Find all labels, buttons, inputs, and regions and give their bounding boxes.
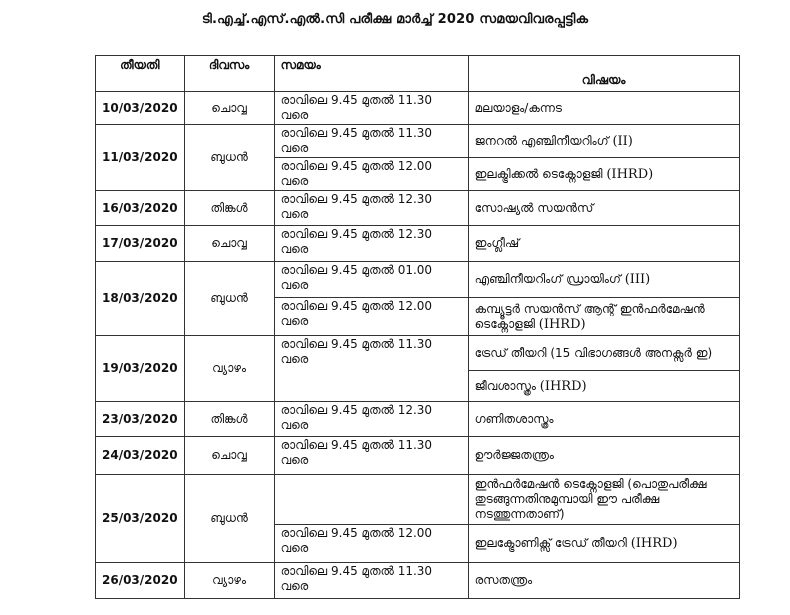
subject-cell — [468, 371, 739, 402]
time-cell: രാവിലെ 9.45 മുതൽ 12.00 വരെ — [274, 525, 468, 563]
subject-text: എഞ്ചിനീയറിംഗ് ഡ്രായിംഗ് — [474, 272, 621, 286]
subject-cell — [468, 402, 739, 437]
table-row — [96, 437, 740, 475]
day-cell: ചൊവ്വ — [184, 437, 274, 475]
time-cell: രാവിലെ 9.45 മുതൽ 11.30 വരെ — [274, 437, 468, 475]
subject-tag: (III) — [624, 272, 651, 287]
subject-cell — [468, 475, 739, 525]
subject-tag: (IHRD) — [630, 536, 678, 551]
table-row — [96, 475, 740, 525]
subject-text: മലയാളം/കന്നട — [474, 100, 562, 115]
date-cell: 24/03/2020 — [96, 437, 185, 475]
time-cell: രാവിലെ 9.45 മുതൽ 12.30 വരെ — [274, 226, 468, 262]
table-row — [96, 563, 740, 599]
subject-text: ജനറൽ എഞ്ചിനീയറിംഗ് — [474, 133, 609, 148]
subject-cell — [468, 125, 739, 158]
subject-cell — [468, 92, 739, 125]
time-cell: രാവിലെ 9.45 മുതൽ 11.30 വരെ — [274, 336, 468, 402]
time-cell: രാവിലെ 9.45 മുതൽ 12.00 വരെ — [274, 298, 468, 336]
subject-cell — [468, 191, 739, 226]
date-cell: 23/03/2020 — [96, 402, 185, 437]
subject-cell — [468, 158, 739, 191]
subject-text: സോഷ്യൽ സയൻസ് — [474, 200, 594, 215]
day-cell: ബുധൻ — [184, 262, 274, 336]
subject-text: ജീവശാസ്ത്രം — [474, 378, 536, 393]
subject-tag: (IHRD) — [606, 166, 654, 182]
date-cell: 10/03/2020 — [96, 92, 185, 125]
subject-tag: (II) — [612, 133, 633, 149]
subject-text: രസതന്ത്രം — [474, 573, 533, 587]
table-row — [96, 262, 740, 298]
table-row — [96, 191, 740, 226]
subject-cell — [468, 525, 739, 563]
time-cell: രാവിലെ 9.45 മുതൽ 12.00 വരെ — [274, 158, 468, 191]
day-cell: ചൊവ്വ — [184, 226, 274, 262]
date-cell: 26/03/2020 — [96, 563, 185, 599]
day-cell: വ്യാഴം — [184, 336, 274, 402]
table-row — [96, 402, 740, 437]
subject-tag: (IHRD) — [539, 378, 587, 394]
subject-text: ഇൻഫർമേഷൻ ടെക്നോളജി (പൊതുപരീക്ഷ തുടങ്ങുന്നതിനുമുമ്പായി ഈ പരീക്ഷ നടത്തുന്നതാണ്) — [474, 477, 707, 521]
subject-cell — [468, 437, 739, 475]
table-row — [96, 125, 740, 158]
time-cell: രാവിലെ 9.45 മുതൽ 12.30 വരെ — [274, 402, 468, 437]
day-cell: ചൊവ്വ — [184, 92, 274, 125]
header-subject: വിഷയം — [468, 56, 739, 92]
date-cell: 19/03/2020 — [96, 336, 185, 402]
time-cell: രാവിലെ 9.45 മുതൽ 11.30 വരെ — [274, 125, 468, 158]
date-cell: 25/03/2020 — [96, 475, 185, 563]
subject-tag: (IHRD) — [538, 316, 586, 332]
subject-cell — [468, 262, 739, 298]
header-row — [96, 56, 740, 92]
date-cell: 16/03/2020 — [96, 191, 185, 226]
date-cell: 17/03/2020 — [96, 226, 185, 262]
subject-cell — [468, 298, 739, 336]
subject-text: ഗണിതശാസ്ത്രം — [474, 411, 554, 426]
header-date: തീയതി — [96, 56, 185, 92]
time-cell: രാവിലെ 9.45 മുതൽ 01.00 വരെ — [274, 262, 468, 298]
day-cell: ബുധൻ — [184, 125, 274, 191]
day-cell: തിങ്കൾ — [184, 191, 274, 226]
exam-timetable — [95, 55, 740, 599]
table-row — [96, 336, 740, 371]
subject-cell — [468, 563, 739, 599]
date-cell: 18/03/2020 — [96, 262, 185, 336]
header-time: സമയം — [274, 56, 468, 92]
time-cell — [274, 475, 468, 525]
subject-cell — [468, 226, 739, 262]
time-cell: രാവിലെ 9.45 മുതൽ 12.30 വരെ — [274, 191, 468, 226]
subject-text: ഇംഗ്ലീഷ് — [474, 236, 520, 250]
subject-text: ഇലക്ട്രിക്കൽ ടെക്നോളജി — [474, 166, 603, 181]
day-cell: തിങ്കൾ — [184, 402, 274, 437]
subject-text: കമ്പ്യൂട്ടർ സയൻസ് ആന്റ് ഇൻഫർമേഷൻ ടെക്നോളജി — [474, 301, 705, 331]
time-cell: രാവിലെ 9.45 മുതൽ 11.30 വരെ — [274, 563, 468, 599]
time-cell: രാവിലെ 9.45 മുതൽ 11.30 വരെ — [274, 92, 468, 125]
subject-text: ട്രേഡ് തീയറി (15 വിഭാഗങ്ങൾ അനക്സർ ഇ) — [474, 345, 713, 360]
table-row — [96, 92, 740, 125]
document-title: ടി.എച്ച്.എസ്.എൽ.സി പരീക്ഷ മാർച്ച് 2020 സമയവിവരപ്പട്ടിക — [201, 12, 589, 27]
day-cell: വ്യാഴം — [184, 563, 274, 599]
day-cell: ബുധൻ — [184, 475, 274, 563]
subject-text: ഊർജ്ജതന്ത്രം — [474, 448, 554, 462]
header-day: ദിവസം — [184, 56, 274, 92]
subject-text: ഇലക്ട്രോണിക്സ് ട്രേഡ് തീയറി — [474, 536, 627, 550]
subject-cell — [468, 336, 739, 371]
table-row — [96, 226, 740, 262]
date-cell: 11/03/2020 — [96, 125, 185, 191]
